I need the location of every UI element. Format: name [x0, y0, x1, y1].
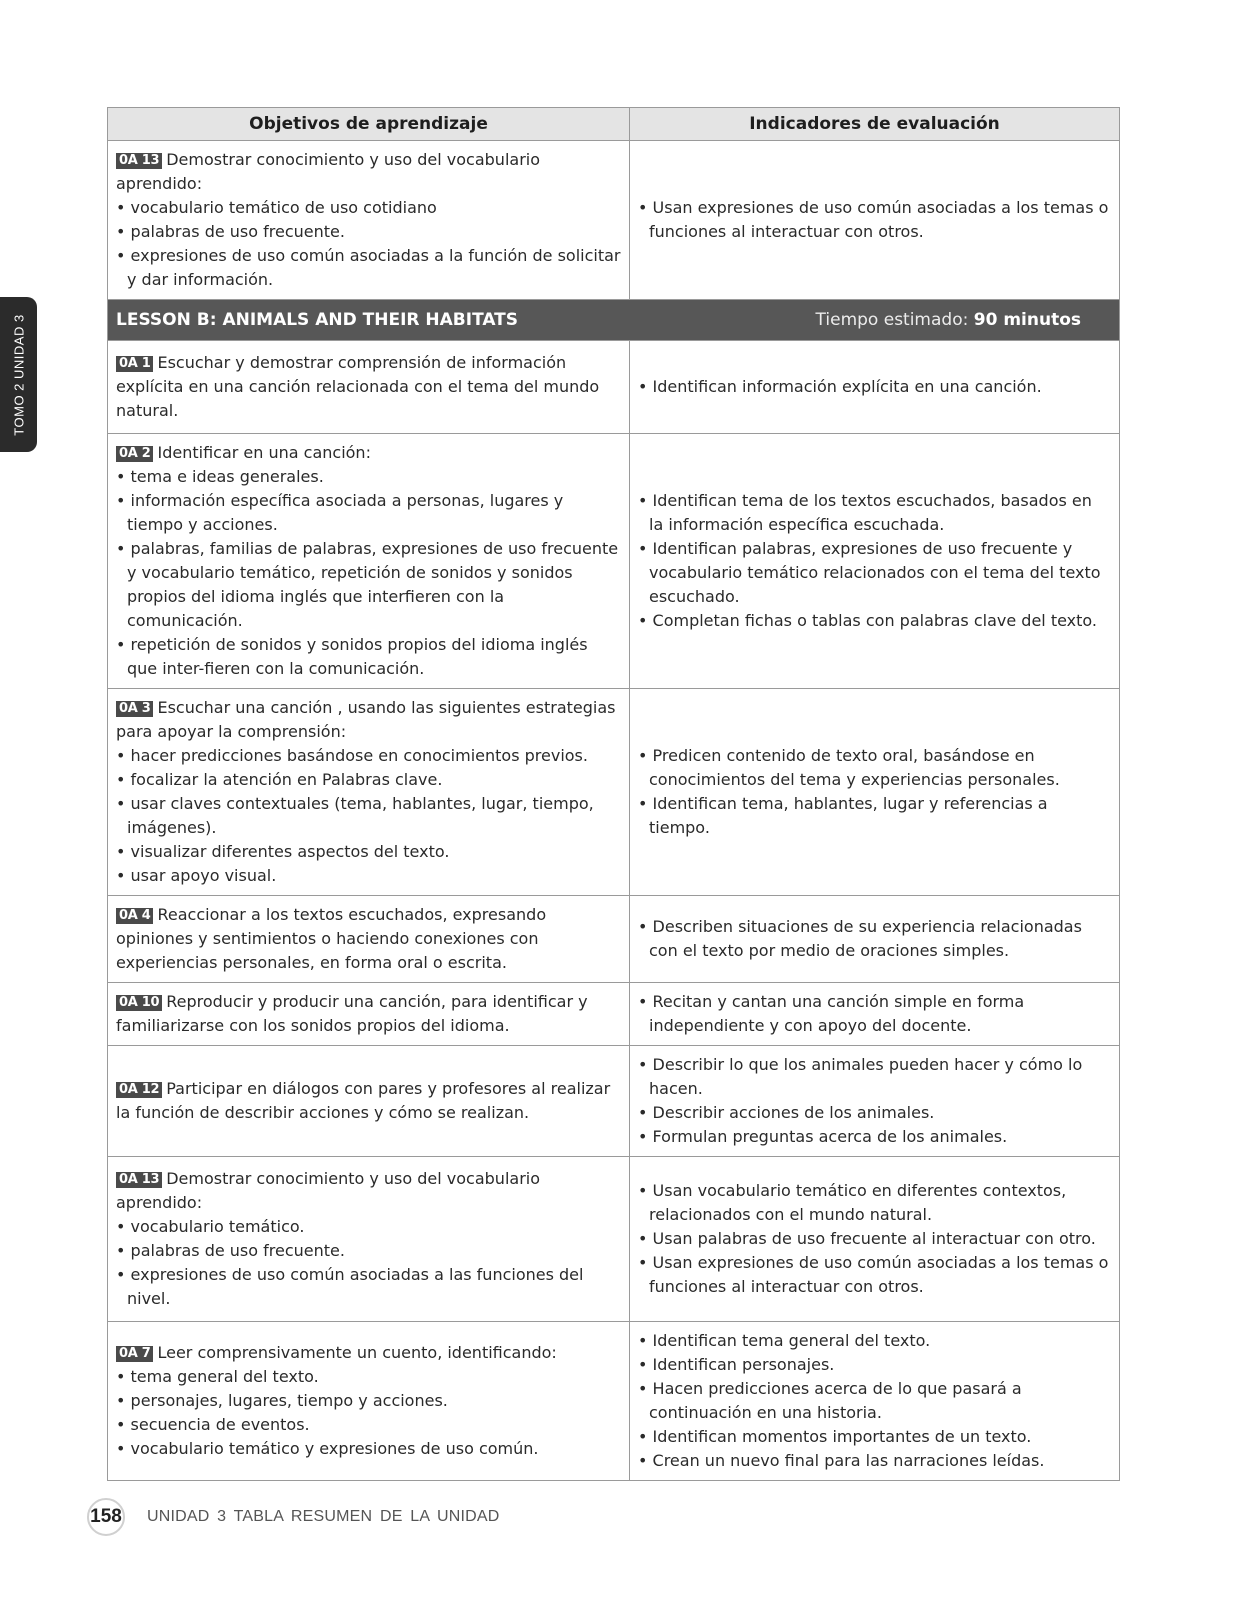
objective-bullet-text: secuencia de eventos.: [130, 1415, 310, 1434]
indicator-bullet: • Identifican personajes.: [638, 1355, 835, 1374]
objective-cell: [108, 1046, 630, 1157]
objective-bullet-text: vocabulario temático.: [130, 1217, 305, 1236]
indicator-bullet-text: Identifican tema, hablantes, lugar y referencias a tiempo.: [649, 794, 1048, 837]
table-row: [108, 1157, 1120, 1322]
side-tab-label: TOMO 2 UNIDAD 3: [11, 313, 26, 436]
header-indicators: Indicadores de evaluación: [630, 108, 1120, 141]
objective-statement: Demostrar conocimiento y uso del vocabulario aprendido:: [116, 1169, 541, 1212]
indicator-bullet: • Usan vocabulario temático en diferentes contextos, relacionados con el mundo natural.: [638, 1181, 1067, 1224]
objective-bullet-text: tema e ideas generales.: [130, 467, 324, 486]
objective-bullet: • palabras de uso frecuente.: [116, 1241, 345, 1260]
indicator-cell: [630, 141, 1120, 300]
indicator-bullet-text: Identifican tema general del texto.: [652, 1331, 931, 1350]
table-row: [108, 983, 1120, 1046]
objective-bullet: • secuencia de eventos.: [116, 1415, 310, 1434]
indicator-bullet: • Hacen predicciones acerca de lo que pasará a continuación en una historia.: [638, 1379, 1022, 1422]
objective-bullet-text: vocabulario temático y expresiones de uso común.: [130, 1439, 539, 1458]
objective-bullet: • palabras, familias de palabras, expresiones de uso frecuente y vocabulario temático, repetición de sonidos y sonidos propios del idioma inglés que interfieren con la comunicación.: [116, 539, 619, 630]
page-number: 158: [87, 1498, 125, 1536]
objective-cell: [108, 1157, 630, 1322]
objective-text: [116, 903, 621, 975]
indicator-bullet-text: Usan vocabulario temático en diferentes contextos, relacionados con el mundo natural.: [649, 1181, 1067, 1224]
oa-code-badge: 0A 7: [116, 1346, 153, 1362]
indicator-cell: [630, 983, 1120, 1046]
objective-statement: Identificar en una canción:: [157, 443, 371, 462]
objective-bullet-text: hacer predicciones basándose en conocimientos previos.: [130, 746, 588, 765]
indicator-bullet-text: Describir acciones de los animales.: [652, 1103, 935, 1122]
indicator-cell: [630, 896, 1120, 983]
objective-statement: Escuchar una canción , usando las siguientes estrategias para apoyar la comprensión:: [116, 698, 616, 741]
objective-cell: [108, 983, 630, 1046]
indicator-cell: [630, 341, 1120, 434]
indicator-bullet-text: Identifican palabras, expresiones de uso frecuente y vocabulario temático relacionados con el tema del texto escuchado.: [649, 539, 1101, 606]
objective-bullet-text: tema general del texto.: [130, 1367, 319, 1386]
indicator-cell: [630, 1322, 1120, 1481]
indicator-bullet-text: Usan expresiones de uso común asociadas a los temas o funciones al interactuar con otros.: [649, 198, 1109, 241]
indicator-bullet: • Formulan preguntas acerca de los animales.: [638, 1127, 1008, 1146]
objective-cell: [108, 434, 630, 689]
objective-bullet: • hacer predicciones basándose en conocimientos previos.: [116, 746, 588, 765]
objective-cell: [108, 341, 630, 434]
indicator-bullet-text: Completan fichas o tablas con palabras clave del texto.: [652, 611, 1097, 630]
indicator-bullet: • Crean un nuevo final para las narraciones leídas.: [638, 1451, 1045, 1470]
indicator-bullet: • Describen situaciones de su experiencia relacionadas con el texto por medio de oraciones simples.: [638, 917, 1082, 960]
indicator-bullet-text: Hacen predicciones acerca de lo que pasará a continuación en una historia.: [649, 1379, 1022, 1422]
indicator-cell: [630, 689, 1120, 896]
table-row: [108, 896, 1120, 983]
objective-bullet: • focalizar la atención en Palabras clave.: [116, 770, 443, 789]
table-row: [108, 141, 1120, 300]
indicator-bullet-text: Crean un nuevo final para las narraciones leídas.: [652, 1451, 1045, 1470]
objective-bullet-text: repetición de sonidos y sonidos propios del idioma inglés que inter-fieren con la comunicación.: [127, 635, 588, 678]
indicator-bullet: • Describir lo que los animales pueden hacer y cómo lo hacen.: [638, 1055, 1083, 1098]
indicator-bullet: • Identifican palabras, expresiones de uso frecuente y vocabulario temático relacionados con el tema del texto escuchado.: [638, 539, 1101, 606]
objective-cell: [108, 896, 630, 983]
oa-code-badge: 0A 1: [116, 356, 153, 372]
lesson-time-label: Tiempo estimado:: [815, 310, 969, 330]
table-row: [108, 689, 1120, 896]
objective-cell: [108, 141, 630, 300]
oa-code-badge: 0A 10: [116, 995, 162, 1011]
objective-bullet: • vocabulario temático de uso cotidiano: [116, 198, 437, 217]
objective-bullet: • personajes, lugares, tiempo y acciones.: [116, 1391, 448, 1410]
objective-statement: Participar en diálogos con pares y profesores al realizar la función de describir acciones y cómo se realizan.: [116, 1079, 611, 1122]
objective-bullet: • visualizar diferentes aspectos del texto.: [116, 842, 450, 861]
indicator-bullet-text: Describen situaciones de su experiencia relacionadas con el texto por medio de oraciones simples.: [649, 917, 1082, 960]
objective-bullet: • vocabulario temático y expresiones de uso común.: [116, 1439, 539, 1458]
objective-bullet-text: información específica asociada a personas, lugares y tiempo y acciones.: [127, 491, 564, 534]
side-tab: [0, 297, 37, 452]
indicator-bullet-text: Describir lo que los animales pueden hacer y cómo lo hacen.: [649, 1055, 1083, 1098]
indicator-bullet-text: Identifican información explícita en una canción.: [652, 377, 1042, 396]
indicator-bullet: • Identifican tema de los textos escuchados, basados en la información específica escuchada.: [638, 491, 1092, 534]
lesson-header-cell: [108, 300, 1120, 341]
table-row: [108, 434, 1120, 689]
objective-text: [116, 1077, 621, 1125]
lesson-time-value: 90 minutos: [973, 310, 1081, 330]
indicator-bullet: • Identifican tema general del texto.: [638, 1331, 931, 1350]
footer-text: UNIDAD 3 TABLA RESUMEN DE LA UNIDAD: [147, 1508, 500, 1525]
objective-text: [116, 990, 621, 1038]
oa-code-badge: 0A 4: [116, 908, 153, 924]
objective-statement: Reaccionar a los textos escuchados, expresando opiniones y sentimientos o haciendo conexiones con experiencias personales, en forma oral o escrita.: [116, 905, 547, 972]
page-footer: [87, 1498, 500, 1536]
indicator-bullet-text: Formulan preguntas acerca de los animales.: [652, 1127, 1008, 1146]
indicator-bullet: • Identifican tema, hablantes, lugar y referencias a tiempo.: [638, 794, 1048, 837]
oa-code-badge: 0A 2: [116, 446, 153, 462]
indicator-bullet-text: Recitan y cantan una canción simple en forma independiente y con apoyo del docente.: [649, 992, 1025, 1035]
oa-code-badge: 0A 3: [116, 701, 153, 717]
objective-bullet: • usar apoyo visual.: [116, 866, 277, 885]
objective-bullet-text: usar apoyo visual.: [130, 866, 277, 885]
indicator-bullet: • Identifican información explícita en una canción.: [638, 377, 1042, 396]
objective-bullet: • palabras de uso frecuente.: [116, 222, 345, 241]
objective-text: [116, 696, 621, 744]
lesson-time: [816, 308, 1081, 332]
objective-bullet: • expresiones de uso común asociadas a las funciones del nivel.: [116, 1265, 584, 1308]
objective-bullet-text: palabras de uso frecuente.: [130, 1241, 345, 1260]
indicator-bullet: • Usan expresiones de uso común asociadas a los temas o funciones al interactuar con otros.: [638, 1253, 1109, 1296]
objective-text: [116, 351, 621, 423]
objective-bullet-text: palabras, familias de palabras, expresiones de uso frecuente y vocabulario temático, repetición de sonidos y sonidos propios del idioma inglés que interfieren con la comunicación.: [127, 539, 619, 630]
objective-bullet-text: vocabulario temático de uso cotidiano: [130, 198, 437, 217]
objective-bullet: • vocabulario temático.: [116, 1217, 305, 1236]
indicator-bullet-text: Usan palabras de uso frecuente al interactuar con otro.: [652, 1229, 1096, 1248]
objective-bullet-text: personajes, lugares, tiempo y acciones.: [130, 1391, 448, 1410]
objective-bullet-text: usar claves contextuales (tema, hablantes, lugar, tiempo, imágenes).: [127, 794, 594, 837]
oa-code-badge: 0A 12: [116, 1082, 162, 1098]
indicator-bullet-text: Identifican momentos importantes de un texto.: [652, 1427, 1032, 1446]
indicator-bullet-text: Predicen contenido de texto oral, basándose en conocimientos del tema y experiencias personales.: [649, 746, 1060, 789]
objective-statement: Demostrar conocimiento y uso del vocabulario aprendido:: [116, 150, 541, 193]
indicator-bullet: • Recitan y cantan una canción simple en forma independiente y con apoyo del docente.: [638, 992, 1025, 1035]
objective-bullet: • información específica asociada a personas, lugares y tiempo y acciones.: [116, 491, 564, 534]
indicator-bullet-text: Identifican tema de los textos escuchados, basados en la información específica escuchada.: [649, 491, 1092, 534]
oa-code-badge: 0A 13: [116, 153, 162, 169]
table-row: [108, 341, 1120, 434]
table-row: [108, 1046, 1120, 1157]
objective-statement: Reproducir y producir una canción, para identificar y familiarizarse con los sonidos propios del idioma.: [116, 992, 588, 1035]
indicator-bullet: • Predicen contenido de texto oral, basándose en conocimientos del tema y experiencias personales.: [638, 746, 1060, 789]
objective-bullet-text: visualizar diferentes aspectos del texto.: [130, 842, 450, 861]
indicator-bullet-text: Usan expresiones de uso común asociadas a los temas o funciones al interactuar con otros.: [649, 1253, 1109, 1296]
objective-statement: Leer comprensivamente un cuento, identificando:: [157, 1343, 557, 1362]
indicator-bullet-text: Identifican personajes.: [652, 1355, 835, 1374]
indicator-bullet: • Identifican momentos importantes de un texto.: [638, 1427, 1032, 1446]
indicator-bullet: • Describir acciones de los animales.: [638, 1103, 935, 1122]
indicator-cell: [630, 434, 1120, 689]
objective-bullet: • repetición de sonidos y sonidos propios del idioma inglés que inter-fieren con la comunicación.: [116, 635, 588, 678]
objective-statement: Escuchar y demostrar comprensión de información explícita en una canción relacionada con el tema del mundo natural.: [116, 353, 600, 420]
objective-cell: [108, 689, 630, 896]
table-row: [108, 1322, 1120, 1481]
objective-text: [116, 441, 621, 465]
objective-text: [116, 1341, 621, 1365]
summary-table: [107, 107, 1120, 1481]
objective-cell: [108, 1322, 630, 1481]
objective-bullet: • tema e ideas generales.: [116, 467, 324, 486]
objective-text: [116, 148, 621, 196]
indicator-bullet: • Usan expresiones de uso común asociadas a los temas o funciones al interactuar con otros.: [638, 198, 1109, 241]
objective-bullet: • tema general del texto.: [116, 1367, 319, 1386]
objective-bullet-text: expresiones de uso común asociadas a las funciones del nivel.: [127, 1265, 584, 1308]
objective-bullet-text: expresiones de uso común asociadas a la función de solicitar y dar información.: [127, 246, 621, 289]
indicator-bullet: • Completan fichas o tablas con palabras clave del texto.: [638, 611, 1097, 630]
header-row: [108, 108, 1120, 141]
oa-code-badge: 0A 13: [116, 1172, 162, 1188]
objective-bullet: • usar claves contextuales (tema, hablantes, lugar, tiempo, imágenes).: [116, 794, 594, 837]
objective-bullet-text: focalizar la atención en Palabras clave.: [130, 770, 443, 789]
indicator-cell: [630, 1046, 1120, 1157]
indicator-cell: [630, 1157, 1120, 1322]
lesson-title: LESSON B: ANIMALS AND THEIR HABITATS: [116, 310, 519, 330]
lesson-header-row: [108, 300, 1120, 341]
objective-text: [116, 1167, 621, 1215]
indicator-bullet: • Usan palabras de uso frecuente al interactuar con otro.: [638, 1229, 1096, 1248]
objective-bullet-text: palabras de uso frecuente.: [130, 222, 345, 241]
header-objectives: Objetivos de aprendizaje: [108, 108, 630, 141]
objective-bullet: • expresiones de uso común asociadas a la función de solicitar y dar información.: [116, 246, 621, 289]
